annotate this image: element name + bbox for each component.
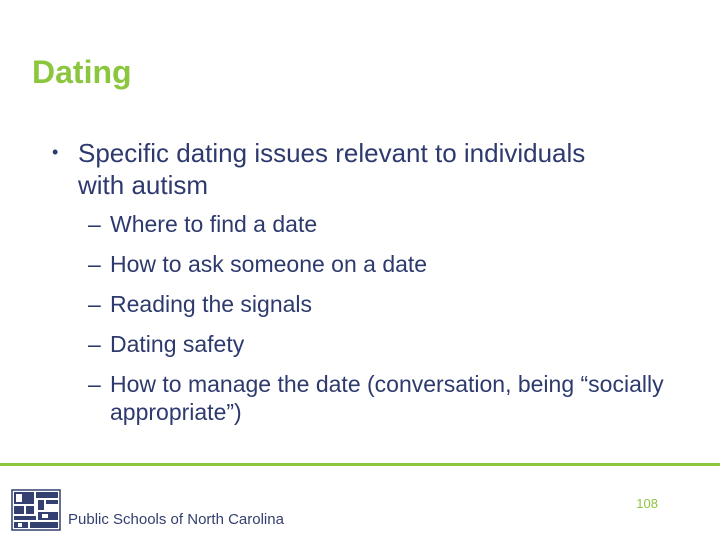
sub-bullet-list bbox=[88, 210, 688, 438]
dash-marker: – bbox=[88, 291, 101, 317]
sub-bullet-text: How to manage the date (conversation, being “socially appropriate”) bbox=[110, 371, 664, 425]
page-number: 108 bbox=[636, 496, 658, 511]
main-bullet-line-1: Specific dating issues relevant to individuals bbox=[78, 138, 586, 168]
sub-bullet-item bbox=[88, 250, 688, 278]
nc-public-schools-logo-icon bbox=[10, 488, 62, 532]
dash-marker: – bbox=[88, 251, 101, 277]
sub-bullet-text: Dating safety bbox=[110, 331, 245, 357]
footer-logo bbox=[10, 488, 284, 532]
slide-title: Dating bbox=[32, 54, 132, 90]
dash-marker: – bbox=[88, 331, 101, 357]
sub-bullet-item bbox=[88, 330, 688, 358]
organization-name: Public Schools of North Carolina bbox=[68, 511, 284, 528]
main-bullet bbox=[52, 137, 692, 201]
main-bullet-line-2: with autism bbox=[78, 170, 209, 200]
sub-bullet-text: How to ask someone on a date bbox=[110, 251, 428, 277]
sub-bullet-text: Where to find a date bbox=[110, 211, 318, 237]
sub-bullet-item bbox=[88, 290, 688, 318]
dash-marker: – bbox=[88, 371, 101, 397]
bullet-marker: • bbox=[52, 142, 59, 162]
dash-marker: – bbox=[88, 211, 101, 237]
footer-divider bbox=[0, 463, 720, 466]
sub-bullet-item bbox=[88, 210, 688, 238]
sub-bullet-text: Reading the signals bbox=[110, 291, 313, 317]
sub-bullet-item bbox=[88, 370, 688, 426]
main-bullet-text bbox=[78, 137, 585, 201]
